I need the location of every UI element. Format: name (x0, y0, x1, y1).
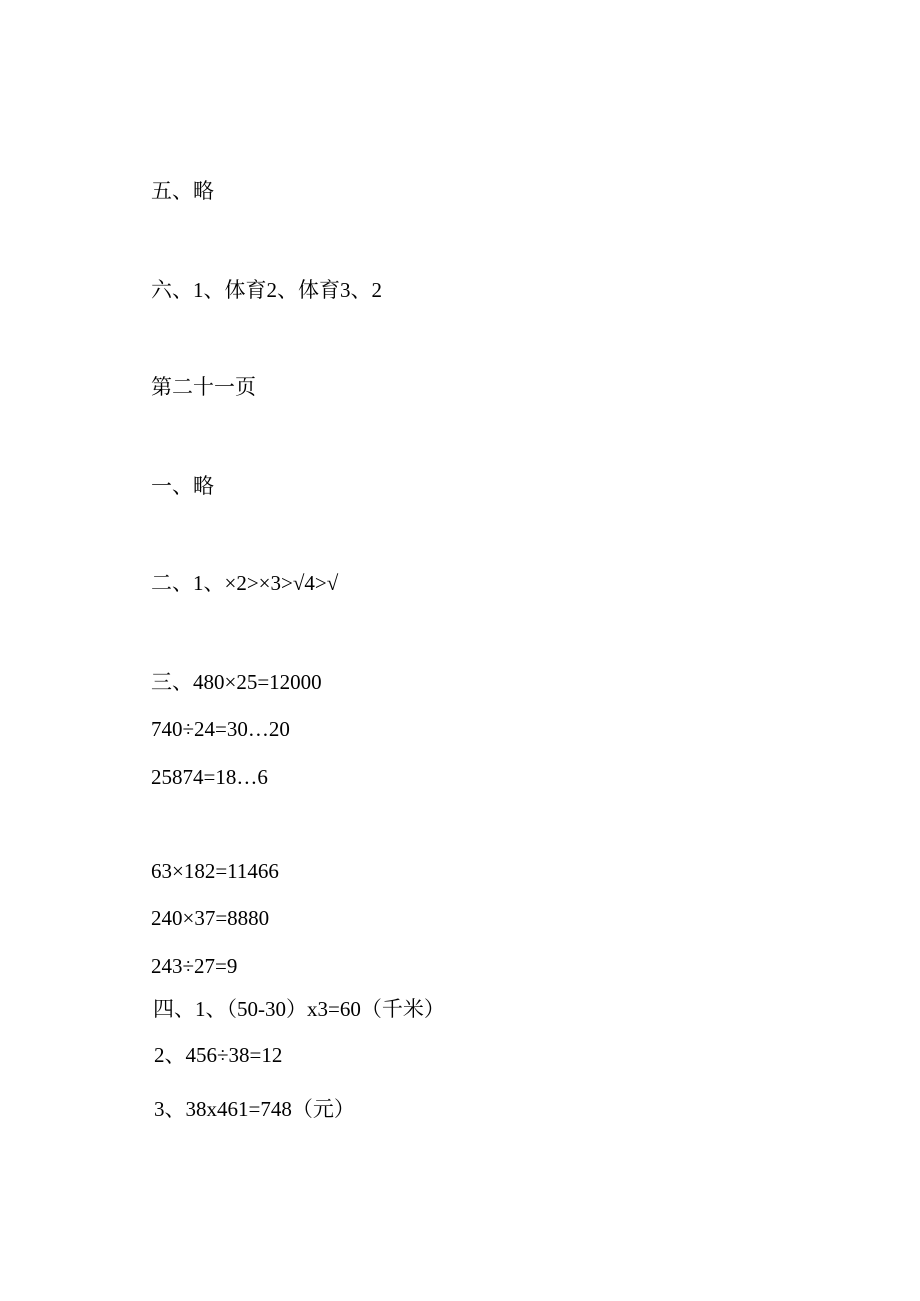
answer-line-6: 六、1、体育2、体育3、2 (151, 278, 382, 302)
answer-line-4: 四、1、（50-30）x3=60（千米） (153, 997, 445, 1021)
page-heading: 第二十一页 (151, 375, 256, 399)
answer-line-2: 二、1、×2>×3>√4>√ (151, 571, 339, 595)
answer-line-4-item-2: 2、456÷38=12 (154, 1043, 283, 1067)
calculation-line: 243÷27=9 (151, 954, 238, 978)
answer-line-3: 三、480×25=12000 (151, 670, 322, 694)
answer-line-5: 五、略 (151, 179, 214, 203)
calculation-line: 25874=18…6 (151, 765, 268, 789)
calculation-line: 63×182=11466 (151, 859, 279, 883)
answer-line-4-item-3: 3、38x461=748（元） (154, 1097, 355, 1121)
calculation-line: 740÷24=30…20 (151, 717, 290, 741)
answer-line-1: 一、略 (151, 474, 214, 498)
calculation-line: 240×37=8880 (151, 906, 270, 930)
